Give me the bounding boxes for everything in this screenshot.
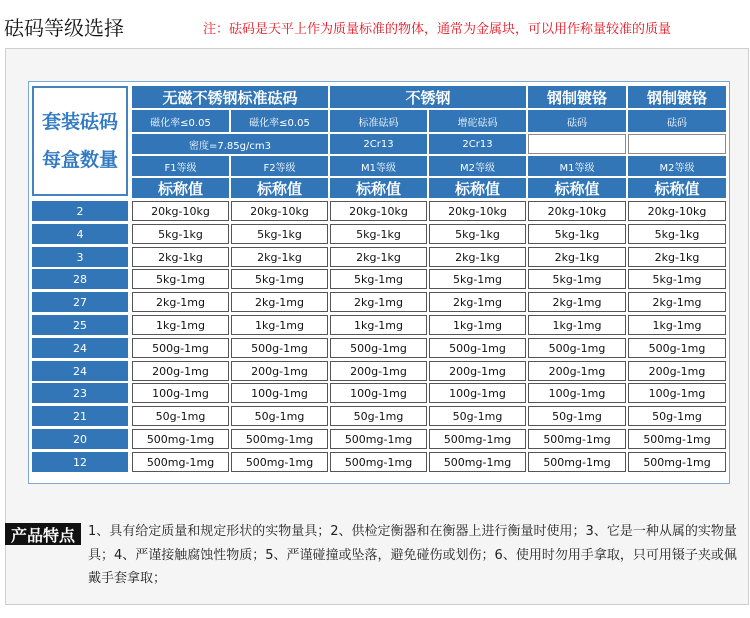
table-cell: 500mg-1mg	[231, 452, 328, 472]
nominal-header: 标称值	[330, 178, 427, 198]
sub-header-magnetic-1: 磁化率≤0.05	[132, 110, 229, 132]
table-cell: 5kg-1kg	[330, 224, 427, 244]
table-cell: 50g-1mg	[132, 406, 229, 426]
table-cell: 500mg-1mg	[330, 452, 427, 472]
row-quantity: 24	[32, 361, 128, 381]
corner-label-line1: 套装砝码	[41, 111, 118, 133]
table-cell: 500g-1mg	[231, 338, 328, 358]
table-cell: 500mg-1mg	[330, 429, 427, 449]
table-cell: 2kg-1mg	[330, 292, 427, 312]
table-cell: 5kg-1mg	[330, 269, 427, 289]
material-header-2: 2Cr13	[429, 134, 526, 154]
table-cell: 5kg-1mg	[528, 269, 626, 289]
table-cell: 5kg-1kg	[628, 224, 726, 244]
table-cell: 100g-1mg	[330, 383, 427, 403]
table-cell: 1kg-1mg	[528, 315, 626, 335]
page-title: 砝码等级选择	[4, 16, 124, 40]
sub-header-standard: 标准砝码	[330, 110, 427, 132]
sub-header-additional: 增砣砝码	[429, 110, 526, 132]
grade-header: F2等级	[231, 156, 328, 176]
table-cell: 2kg-1kg	[330, 247, 427, 267]
row-quantity: 23	[32, 383, 128, 403]
table-cell: 50g-1mg	[330, 406, 427, 426]
features-label: 产品特点	[5, 523, 81, 545]
row-quantity: 28	[32, 269, 128, 289]
table-cell: 500mg-1mg	[628, 429, 726, 449]
table-cell: 20kg-10kg	[528, 201, 626, 221]
table-cell: 5kg-1kg	[429, 224, 526, 244]
table-cell: 50g-1mg	[528, 406, 626, 426]
table-cell: 2kg-1kg	[628, 247, 726, 267]
sub-header-weight-1: 砝码	[528, 110, 626, 132]
features-text: 1、具有给定质量和规定形状的实物量具；2、供检定衡器和在衡器上进行衡量时使用；3、它是一种从属的实物量具；4、严谨接触腐蚀性物质；5、严谨碰撞或坠落，避免碰伤或划伤；6、使用时勿用手拿取，只可用镊子夹或佩戴手套拿取；	[88, 524, 737, 586]
table-cell: 500g-1mg	[528, 338, 626, 358]
table-cell: 5kg-1kg	[231, 224, 328, 244]
table-cell: 5kg-1kg	[132, 224, 229, 244]
corner-label-line2: 每盒数量	[41, 149, 118, 171]
nominal-header: 标称值	[231, 178, 328, 198]
table-cell: 5kg-1kg	[528, 224, 626, 244]
table-cell: 2kg-1mg	[628, 292, 726, 312]
table-cell: 50g-1mg	[429, 406, 526, 426]
table-cell: 5kg-1mg	[132, 269, 229, 289]
row-quantity: 24	[32, 338, 128, 358]
group-header-nonmagnetic: 无磁不锈钢标准砝码	[132, 86, 328, 108]
table-cell: 500g-1mg	[628, 338, 726, 358]
table-cell: 20kg-10kg	[628, 201, 726, 221]
nominal-header: 标称值	[628, 178, 726, 198]
table-cell: 50g-1mg	[628, 406, 726, 426]
table-cell: 500g-1mg	[330, 338, 427, 358]
table-cell: 500mg-1mg	[528, 452, 626, 472]
table-cell: 500g-1mg	[132, 338, 229, 358]
page-note: 注：砝码是天平上作为质量标准的物体，通常为金属块，可以用作称量较准的质量	[203, 22, 672, 37]
row-quantity: 2	[32, 201, 128, 221]
density-header: 密度=7.85g/cm3	[132, 134, 328, 154]
nominal-header: 标称值	[528, 178, 626, 198]
row-quantity: 4	[32, 224, 128, 244]
table-cell: 5kg-1mg	[628, 269, 726, 289]
table-cell: 200g-1mg	[528, 361, 626, 381]
table-cell: 1kg-1mg	[231, 315, 328, 335]
row-quantity: 27	[32, 292, 128, 312]
table-cell: 500mg-1mg	[429, 452, 526, 472]
row-quantity: 3	[32, 247, 128, 267]
table-cell: 100g-1mg	[528, 383, 626, 403]
table-cell: 20kg-10kg	[330, 201, 427, 221]
grade-header: M1等级	[330, 156, 427, 176]
corner-label	[32, 86, 128, 196]
material-header-1: 2Cr13	[330, 134, 427, 154]
empty-header-cell	[628, 134, 726, 154]
table-cell: 20kg-10kg	[132, 201, 229, 221]
table-cell: 500mg-1mg	[628, 452, 726, 472]
table-cell: 20kg-10kg	[429, 201, 526, 221]
table-cell: 2kg-1mg	[132, 292, 229, 312]
nominal-header: 标称值	[429, 178, 526, 198]
table-cell: 500mg-1mg	[231, 429, 328, 449]
table-cell: 2kg-1kg	[429, 247, 526, 267]
table-cell: 100g-1mg	[628, 383, 726, 403]
table-cell: 500mg-1mg	[132, 452, 229, 472]
row-quantity: 12	[32, 452, 128, 472]
table-cell: 2kg-1mg	[429, 292, 526, 312]
table-cell: 200g-1mg	[628, 361, 726, 381]
table-cell: 100g-1mg	[231, 383, 328, 403]
table-cell: 100g-1mg	[132, 383, 229, 403]
empty-header-cell	[528, 134, 626, 154]
table-cell: 5kg-1mg	[231, 269, 328, 289]
table-cell: 200g-1mg	[330, 361, 427, 381]
table-cell: 50g-1mg	[231, 406, 328, 426]
table-cell: 200g-1mg	[231, 361, 328, 381]
table-cell: 500mg-1mg	[528, 429, 626, 449]
table-cell: 500g-1mg	[429, 338, 526, 358]
grade-header: M2等级	[429, 156, 526, 176]
table-cell: 500mg-1mg	[429, 429, 526, 449]
grade-header: F1等级	[132, 156, 229, 176]
row-quantity: 21	[32, 406, 128, 426]
table-cell: 100g-1mg	[429, 383, 526, 403]
table-cell: 2kg-1mg	[231, 292, 328, 312]
nominal-header: 标称值	[132, 178, 229, 198]
table-cell: 1kg-1mg	[132, 315, 229, 335]
table-cell: 2kg-1mg	[528, 292, 626, 312]
table-cell: 200g-1mg	[429, 361, 526, 381]
grade-header: M1等级	[528, 156, 626, 176]
grade-header: M2等级	[628, 156, 726, 176]
table-cell: 2kg-1kg	[231, 247, 328, 267]
table-cell: 1kg-1mg	[429, 315, 526, 335]
row-quantity: 25	[32, 315, 128, 335]
table-cell: 2kg-1kg	[132, 247, 229, 267]
group-header-chrome-1: 钢制镀铬	[528, 86, 626, 108]
table-cell: 2kg-1kg	[528, 247, 626, 267]
table-cell: 200g-1mg	[132, 361, 229, 381]
table-cell: 500mg-1mg	[132, 429, 229, 449]
table-cell: 5kg-1mg	[429, 269, 526, 289]
table-cell: 20kg-10kg	[231, 201, 328, 221]
group-header-chrome-2: 钢制镀铬	[628, 86, 726, 108]
sub-header-magnetic-2: 磁化率≤0.05	[231, 110, 328, 132]
table-cell: 1kg-1mg	[628, 315, 726, 335]
table-cell: 1kg-1mg	[330, 315, 427, 335]
group-header-stainless: 不锈钢	[330, 86, 526, 108]
row-quantity: 20	[32, 429, 128, 449]
sub-header-weight-2: 砝码	[628, 110, 726, 132]
